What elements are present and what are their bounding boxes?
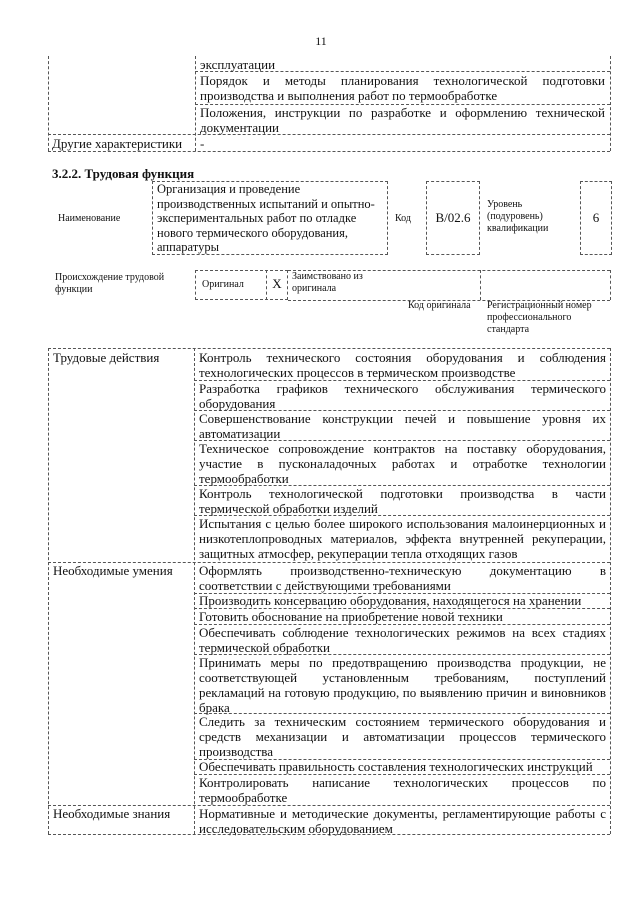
level-value: 6 xyxy=(592,210,600,225)
level-label: Уровень (подуровень) квалификации xyxy=(487,199,549,234)
reg-number-caption: Регистрационный номер профессионального стандарта xyxy=(487,300,592,335)
page-number: 11 xyxy=(315,34,327,48)
labor-action-item: Испытания с целью более широкого использования малоинерционных и низкотеплопроводных материалов, эффекта внутренней рекуперации, защитных атмосфер, рекуперации тепла отходящих газов xyxy=(199,516,606,561)
other-characteristics-value: - xyxy=(200,136,205,151)
labor-action-item: Совершенствование конструкции печей и повышение уровня их автоматизации xyxy=(199,411,606,441)
code-original-caption: Код оригинала xyxy=(408,300,471,311)
section-title: 3.2.2. Трудовая функция xyxy=(52,166,195,181)
borrowed-label: Заимствовано из оригинала xyxy=(292,271,363,294)
skill-item: Следить за техническим состоянием термического оборудования и средств механизации и автоматизации процессов термического производства xyxy=(199,714,606,759)
top-row-text: Порядок и методы планирования технологической подготовки производства и выполнения работ по термообработке xyxy=(200,73,605,103)
top-row-text: Положения, инструкции по разработке и оформлению технической документации xyxy=(200,105,605,135)
labor-actions-label: Трудовые действия xyxy=(53,350,160,365)
top-row-text: эксплуатации xyxy=(200,57,276,72)
skill-item: Производить консервацию оборудования, находящегося на хранении xyxy=(199,593,582,608)
name-label: Наименование xyxy=(58,213,121,224)
code-value: B/02.6 xyxy=(435,210,471,225)
labor-action-item: Контроль технологической подготовки производства в части термической обработки изделий xyxy=(199,486,606,516)
skills-label: Необходимые умения xyxy=(53,563,173,578)
labor-action-item: Контроль технического состояния оборудования и соблюдения технологических процессов в термическом производстве xyxy=(199,350,606,380)
labor-action-item: Техническое сопровождение контрактов на поставку оборудования, участие в пусконаладочных работах и отработке технологии термообработки xyxy=(199,441,606,486)
original-mark: X xyxy=(272,276,282,291)
skill-item: Обеспечивать правильность составления технологических инструкций xyxy=(199,759,593,774)
skill-item: Обеспечивать соблюдение технологических режимов на всех стадиях термической обработки xyxy=(199,625,606,655)
skill-item: Контролировать написание технологических процессов по термообработке xyxy=(199,775,606,805)
skill-item: Готовить обоснование на приобретение новой техники xyxy=(199,609,503,624)
other-characteristics-label: Другие характеристики xyxy=(52,136,183,151)
skill-item: Оформлять производственно-техническую документацию в соответствии с действующими требованиями xyxy=(199,563,606,593)
knowledge-item: Нормативные и методические документы, регламентирующие работы с исследовательским оборудованием xyxy=(199,806,606,836)
origin-label: Происхождение трудовой функции xyxy=(55,272,165,295)
function-name: Организация и проведение производственных испытаний и опытно-экспериментальных работ по отладке нового термического оборудования, аппаратуры xyxy=(157,182,375,255)
skill-item: Принимать меры по предотвращению производства продукции, не соответствующей установленным требованиям, поступлений рекламаций на готовую продукцию, по выявлению причин и виновников брака xyxy=(199,655,606,715)
code-label: Код xyxy=(395,213,411,224)
labor-action-item: Разработка графиков технического обслуживания термического оборудования xyxy=(199,381,606,411)
knowledge-label: Необходимые знания xyxy=(53,806,171,821)
original-label: Оригинал xyxy=(202,279,244,290)
